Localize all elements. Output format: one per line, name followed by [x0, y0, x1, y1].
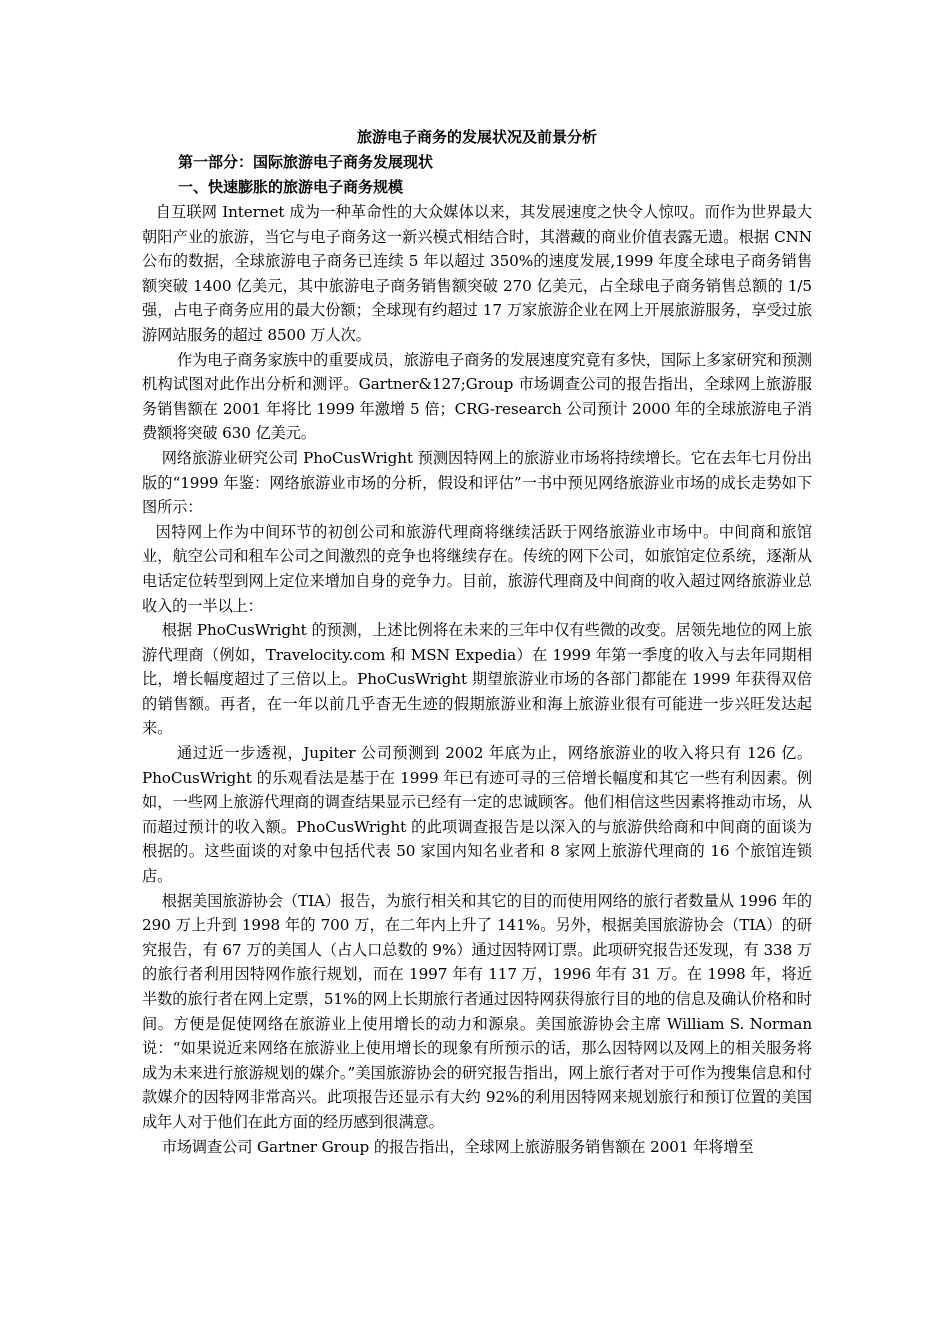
paragraph-5: 根据 PhoCusWright 的预测，上述比例将在未来的三年中仅有些微的改变。居领先地位的网上旅游代理商（例如，Travelocity.com 和 MSN Expedia）在 1999 年第一季度的收入与去年同期相比，增长幅度超过了三倍以上。PhoCusWright 期望旅游业市场的各部门都能在 1999 年获得双倍的销售额。再者，在一年以前几乎杳无生迹的假期旅游业和海上旅游业很有可能进一步兴旺发达起来。 — [142, 621, 812, 738]
paragraph-2: 作为电子商务家族中的重要成员，旅游电子商务的发展速度究竟有多快，国际上多家研究和预测机构试图对此作出分析和测评。Gartner&127;Group 市场调查公司的报告指出，全球网上旅游服务销售额在 2001 年将比 1999 年激增 5 倍；CRG-research 公司预计 2000 年的全球旅游电子消费额将突破 630 亿美元。 — [142, 350, 812, 443]
section-heading: 一、快速膨胀的旅游电子商务规模 — [178, 178, 404, 196]
paragraph-3: 网络旅游业研究公司 PhoCusWright 预测因特网上的旅游业市场将持续增长。它在去年七月份出版的“1999 年鉴：网络旅游业市场的分析，假设和评估”一书中预见网络旅游业市场的成长走势如下图所示： — [142, 448, 812, 517]
paragraph-4: 因特网上作为中间环节的初创公司和旅游代理商将继续活跃于网络旅游业市场中。中间商和旅馆业，航空公司和租车公司之间激烈的竞争也将继续存在。传统的网下公司，如旅馆定位系统，逐渐从电话定位转型到网上定位来增加自身的竞争力。目前，旅游代理商及中间商的收入超过网络旅游业总收入的一半以上： — [142, 522, 812, 615]
paragraph-8: 市场调查公司 Gartner Group 的报告指出，全球网上旅游服务销售额在 2001 年将增至 — [161, 1137, 754, 1156]
paragraph-1: 自互联网 Internet 成为一种革命性的大众媒体以来，其发展速度之快令人惊叹。而作为世界最大朝阳产业的旅游，当它与电子商务这一新兴模式相结合时，其潜藏的商业价值表露无遗。根据 CNN 公布的数据，全球旅游电子商务已连续 5 年以超过 350%的速度发展,1999 年度全球电子商务销售额突破 1400 亿美元，其中旅游电子商务销售额突破 270 亿美元，占全球电子商务销售总额的 1/5 强，占电子商务应用的最大份额；全球现有约超过 17 万家旅游企业在网上开展旅游服务，享受过旅游网站服务的超过 8500 万人次。 — [142, 203, 812, 344]
paragraph-6: 通过近一步透视，Jupiter 公司预测到 2002 年底为止，网络旅游业的收入将只有 126 亿。PhoCusWright 的乐观看法是基于在 1999 年已有迹可寻的三倍增长幅度和其它一些有利因素。例如，一些网上旅游代理商的调查结果显示已经有一定的忠诚顾客。他们相信这些因素将推动市场，从而超过预计的收入额。PhoCusWright 的此项调查报告是以深入的与旅游供给商和中间商的面谈为根据的。这些面谈的对象中包括代表 50 家国内知名业者和 8 家网上旅游代理商的 16 个旅馆连锁店。 — [142, 744, 812, 886]
document-body — [142, 124, 812, 1159]
paragraph-7: 根据美国旅游协会（TIA）报告，为旅行相关和其它的目的而使用网络的旅行者数量从 1996 年的 290 万上升到 1998 年的 700 万，在二年内上升了 141%。另外，根据美国旅游协会（TIA）的研究报告，有 67 万的美国人（占人口总数的 9%）通过因特网订票。此项研究报告还发现，有 338 万的旅行者利用因特网作旅行规划，而在 1997 年有 117 万，1996 年有 31 万。在 1998 年，将近半数的旅行者在网上定票，51%的网上长期旅行者通过因特网获得旅行目的地的信息及确认价格和时间。方便是促使网络在旅游业上使用增长的动力和源泉。美国旅游协会主席 William S. Norman 说：“如果说近来网络在旅游业上使用增长的现象有所预示的话，那么因特网以及网上的相关服务将成为未来进行旅游规划的媒介。”美国旅游协会的研究报告指出，网上旅行者对于可作为搜集信息和付款媒介的因特网非常高兴。此项报告还显示有大约 92%的利用因特网来规划旅行和预订位置的美国成年人对于他们在此方面的经历感到很满意。 — [142, 891, 812, 1131]
document-title: 旅游电子商务的发展状况及前景分析 — [356, 128, 597, 146]
part-heading: 第一部分：国际旅游电子商务发展现状 — [178, 153, 434, 171]
